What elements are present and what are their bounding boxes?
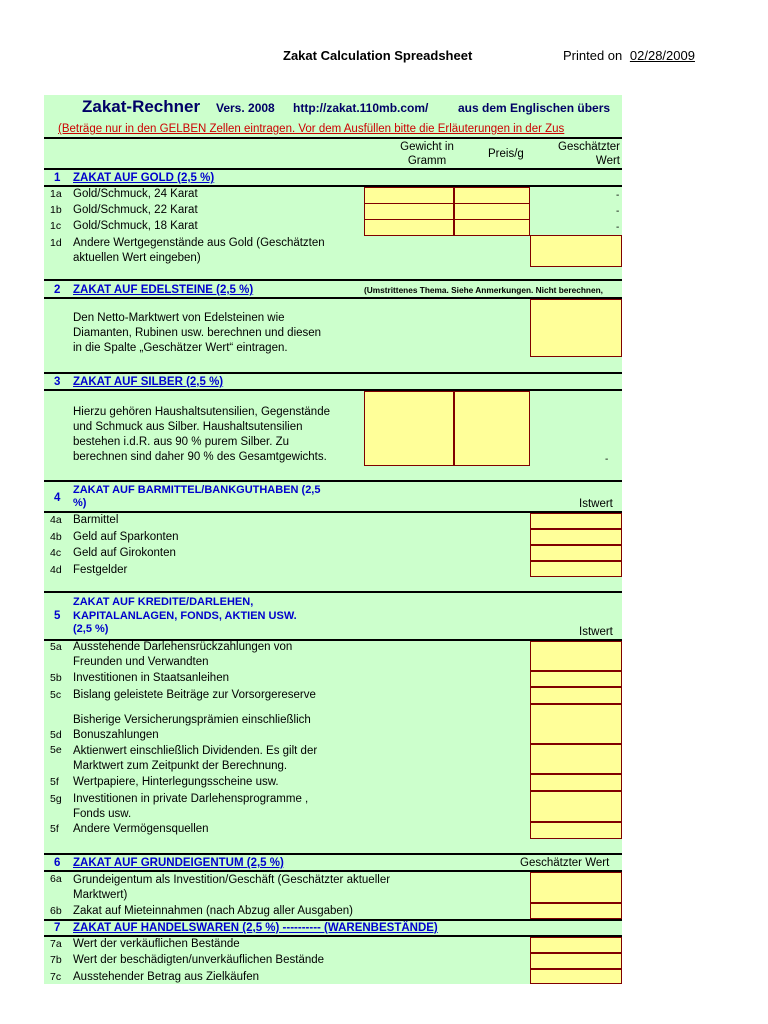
checking-input[interactable] xyxy=(530,545,622,561)
section-7-title: ZAKAT AUF HANDELSWAREN (2,5 %) ---------- (WARENBESTÄNDE) xyxy=(73,922,438,934)
divider xyxy=(44,389,622,391)
section-3-text: Hierzu gehören Haushaltsutensilien, Gegenstände und Schmuck aus Silber. Haushaltsutensilien bestehen i.d.R. aus 90 % purem Silber. Zu berechnen sind daher 90 % des Gesamtgewichts. xyxy=(73,406,330,463)
govt-bonds-input[interactable] xyxy=(530,671,622,687)
row-number: 5f xyxy=(50,776,59,788)
gold-18k-price-input[interactable] xyxy=(454,219,530,236)
row-label-5b: Investitionen in Staatsanleihen xyxy=(73,672,229,684)
row-label-5e: Aktienwert einschließlich Dividenden. Es gilt der Marktwert zum Zeitpunkt der Berechnung. xyxy=(73,745,318,772)
divider xyxy=(44,279,622,281)
section-5-title: ZAKAT AUF KREDITE/DARLEHEN, KAPITALANLAGEN, FONDS, AKTIEN USW. (2,5 %) xyxy=(73,596,297,635)
section-6-number: 6 xyxy=(54,857,61,869)
row-number: 6b xyxy=(50,905,62,917)
row-label-5g: Investitionen in private Darlehensprogramme , Fonds usw. xyxy=(73,793,309,820)
row-number: 5b xyxy=(50,672,62,684)
row-number: 1a xyxy=(50,188,62,200)
gold-24k-price-input[interactable] xyxy=(454,187,530,204)
section-5-number: 5 xyxy=(54,610,61,622)
row-label-6b: Zakat auf Mieteinnahmen (nach Abzug aller Ausgaben) xyxy=(73,905,354,917)
col-value-header: Geschätzter Wert xyxy=(558,141,620,167)
section-7-number: 7 xyxy=(54,922,61,934)
savings-input[interactable] xyxy=(530,529,622,545)
row-number: 1b xyxy=(50,204,62,216)
row-number: 7a xyxy=(50,938,62,950)
divider xyxy=(44,591,622,593)
gold-22k-result: - xyxy=(616,206,620,217)
row-number: 7b xyxy=(50,954,62,966)
damaged-stock-input[interactable] xyxy=(530,953,622,969)
gold-24k-weight-input[interactable] xyxy=(364,187,454,204)
row-label-5d: Bisherige Versicherungsprämien einschließlich Bonuszahlungen xyxy=(73,714,311,741)
divider xyxy=(44,137,622,139)
translation-note: aus dem Englischen übers xyxy=(458,101,611,115)
row-number: 6a xyxy=(50,873,62,885)
section-3-number: 3 xyxy=(54,376,61,388)
loans-receivable-input[interactable] xyxy=(530,641,622,671)
saleable-stock-input[interactable] xyxy=(530,937,622,953)
row-number: 4c xyxy=(50,547,62,559)
row-number: 1c xyxy=(50,220,62,232)
silver-weight-input[interactable] xyxy=(364,391,454,466)
version-label: Vers. 2008 xyxy=(216,101,275,115)
other-assets-input[interactable] xyxy=(530,822,622,839)
row-label-1b: Gold/Schmuck, 22 Karat xyxy=(73,204,198,216)
section-3-title: ZAKAT AUF SILBER (2,5 %) xyxy=(73,376,224,388)
gold-24k-result: - xyxy=(616,190,620,201)
row-number: 5f xyxy=(50,823,59,835)
zakat-sheet xyxy=(44,95,622,984)
row-number: 4d xyxy=(50,564,62,576)
row-number: 5a xyxy=(50,641,62,653)
row-label-5a: Ausstehende Darlehensrückzahlungen von Freunden und Verwandten xyxy=(73,641,293,668)
row-number: 7c xyxy=(50,971,62,983)
section-1-number: 1 xyxy=(54,172,61,184)
shares-value-input[interactable] xyxy=(530,744,622,774)
section-4-col-header: Istwert xyxy=(579,498,613,510)
row-label-1d: Andere Wertgegenstände aus Gold (Geschätzten aktuellen Wert eingeben) xyxy=(73,237,325,264)
row-label-7c: Ausstehender Betrag aus Zielkäufen xyxy=(73,971,260,983)
row-label-1c: Gold/Schmuck, 18 Karat xyxy=(73,220,198,232)
section-6-title: ZAKAT AUF GRUNDEIGENTUM (2,5 %) xyxy=(73,857,284,869)
row-label-4d: Festgelder xyxy=(73,564,128,576)
row-label-6a: Grundeigentum als Investition/Geschäft (Geschätzter aktueller Marktwert) xyxy=(73,874,391,901)
rental-income-input[interactable] xyxy=(530,903,622,919)
gold-18k-weight-input[interactable] xyxy=(364,219,454,236)
row-label-7b: Wert der beschädigten/unverkäuflichen Bestände xyxy=(73,954,325,966)
col-weight-header: Gewicht in Gramm xyxy=(400,141,454,167)
real-estate-input[interactable] xyxy=(530,872,622,903)
credit-sales-input[interactable] xyxy=(530,969,622,984)
gold-22k-price-input[interactable] xyxy=(454,203,530,220)
row-label-4a: Barmittel xyxy=(73,514,119,526)
divider xyxy=(44,480,622,482)
silver-price-input[interactable] xyxy=(454,391,530,466)
row-number: 5c xyxy=(50,689,62,701)
section-2-text: Den Netto-Marktwert von Edelsteinen wie Diamanten, Rubinen usw. berechnen und diesen in die Spalte „Geschätzer Wert“ eintragen. xyxy=(73,312,322,354)
section-6-col-header: Geschätzter Wert xyxy=(520,857,610,869)
section-2-note: (Umstrittenes Thema. Siehe Anmerkungen. Nicht berechnen, xyxy=(364,285,603,295)
insurance-premiums-input[interactable] xyxy=(530,704,622,744)
row-label-5f: Wertpapiere, Hinterlegungsscheine usw. xyxy=(73,776,279,788)
gold-18k-result: - xyxy=(616,222,620,233)
gold-other-value-input[interactable] xyxy=(530,235,622,267)
provident-fund-input[interactable] xyxy=(530,687,622,704)
divider xyxy=(44,168,622,170)
fixed-deposit-input[interactable] xyxy=(530,561,622,577)
row-number: 5g xyxy=(50,793,62,805)
website-link[interactable]: http://zakat.110mb.com/ xyxy=(293,101,429,115)
app-name: Zakat-Rechner xyxy=(82,97,201,116)
gold-22k-weight-input[interactable] xyxy=(364,203,454,220)
row-number: 4a xyxy=(50,514,62,526)
instruction-text: (Beträge nur in den GELBEN Zellen eintragen. Vor dem Ausfüllen bitte die Erläuterungen in der Zus xyxy=(58,123,565,135)
document-title: Zakat Calculation Spreadsheet xyxy=(283,48,473,63)
row-label-5f-other: Andere Vermögensquellen xyxy=(73,823,209,835)
printed-info xyxy=(563,48,695,63)
divider xyxy=(44,372,622,374)
cash-input[interactable] xyxy=(530,513,622,529)
row-number: 5e xyxy=(50,744,62,756)
section-2-number: 2 xyxy=(54,284,61,296)
row-label-4c: Geld auf Girokonten xyxy=(73,547,176,559)
row-number: 5d xyxy=(50,729,62,741)
row-label-1a: Gold/Schmuck, 24 Karat xyxy=(73,188,198,200)
divider xyxy=(44,853,622,855)
row-label-5c: Bislang geleistete Beiträge zur Vorsorgereserve xyxy=(73,689,316,701)
row-number: 4b xyxy=(50,531,62,543)
section-1-title: ZAKAT AUF GOLD (2,5 %) xyxy=(73,172,215,184)
col-price-header: Preis/g xyxy=(488,148,524,160)
printed-label: Printed on xyxy=(563,48,623,63)
private-loans-input[interactable] xyxy=(530,791,622,822)
silver-result: - xyxy=(605,454,609,465)
row-number: 1d xyxy=(50,237,62,249)
row-label-4b: Geld auf Sparkonten xyxy=(73,531,179,543)
section-4-number: 4 xyxy=(54,492,61,504)
section-4-title: ZAKAT AUF BARMITTEL/BANKGUTHABEN (2,5 %) xyxy=(73,484,321,509)
securities-input[interactable] xyxy=(530,774,622,791)
section-5-col-header: Istwert xyxy=(579,626,613,638)
printed-date: 02/28/2009 xyxy=(629,48,695,63)
gemstones-value-input[interactable] xyxy=(530,299,622,357)
row-label-7a: Wert der verkäuflichen Bestände xyxy=(73,938,240,950)
section-2-title: ZAKAT AUF EDELSTEINE (2,5 %) xyxy=(73,284,254,296)
